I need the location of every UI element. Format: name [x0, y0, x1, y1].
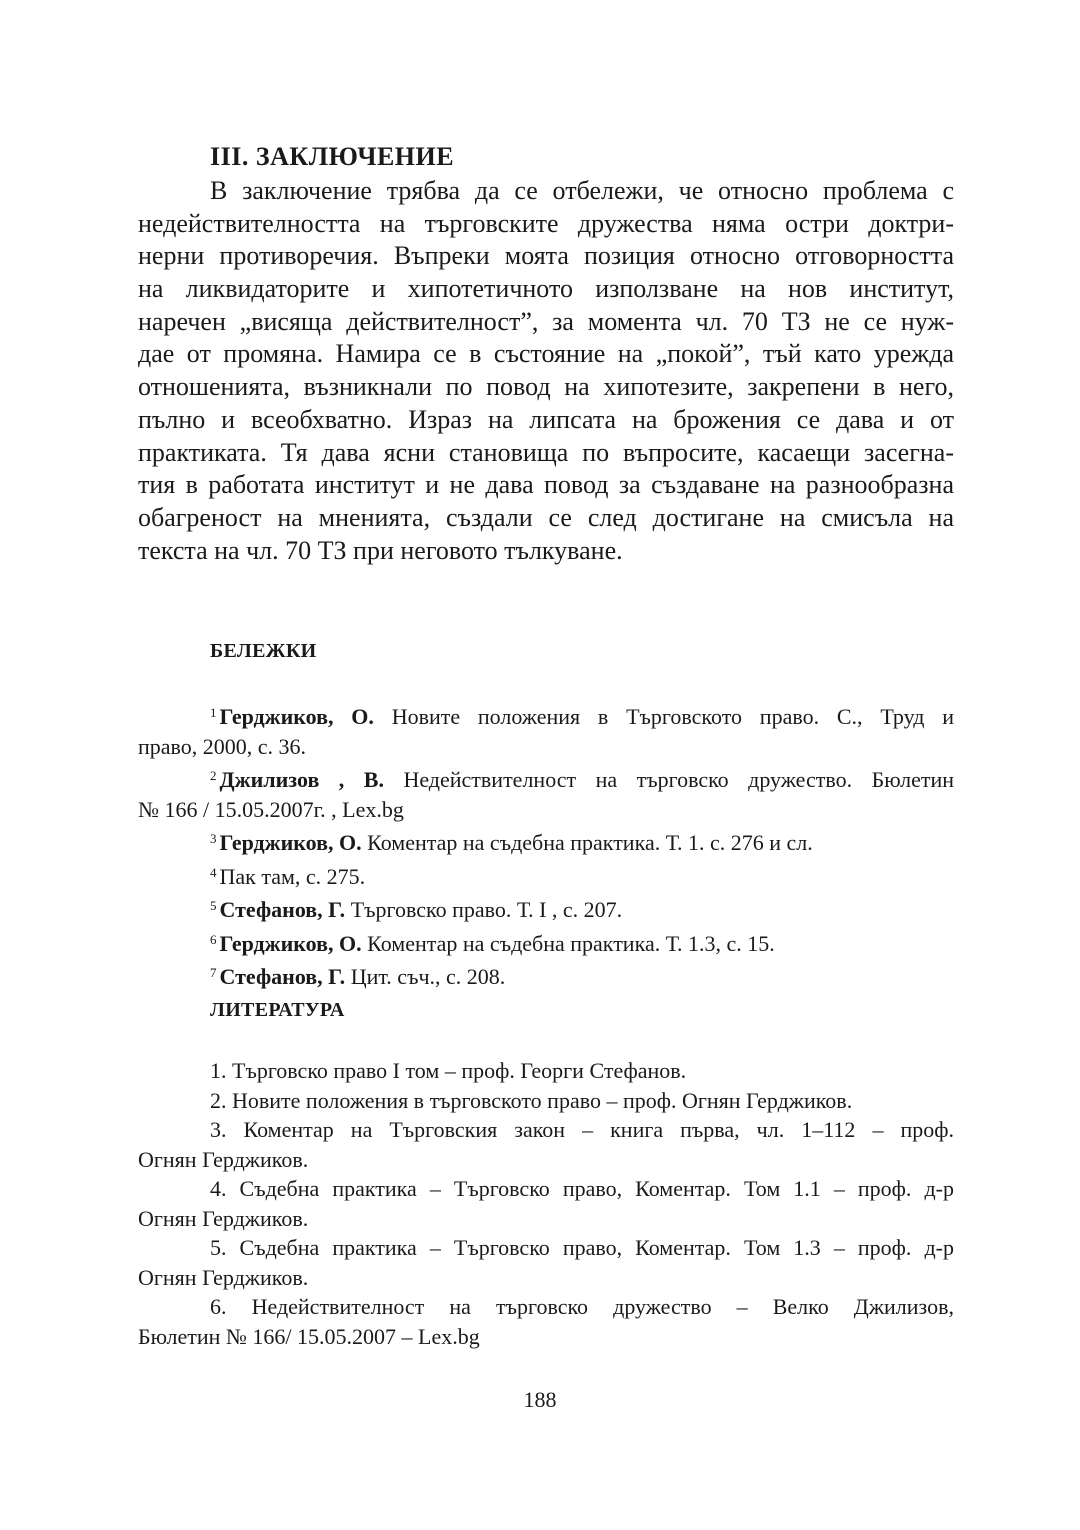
footnote-text-cont: право, 2000, с. 36. [138, 733, 307, 759]
notes-heading: БЕЛЕЖКИ [210, 640, 317, 662]
footnote-text: Цит. съч., с. 208. [350, 964, 506, 989]
footnote-entry [138, 761, 954, 824]
paragraph-line: практиката. Тя дава ясни становища по въпросите, касаещи засегна- [138, 437, 954, 467]
literature-text-cont: Бюлетин № 166/ 15.05.2007 – Lex.bg [138, 1323, 480, 1349]
paragraph-line: отношенията, възникнали по повод на хипотезите, закрепени в него, [138, 372, 954, 402]
footnote-entry [138, 891, 954, 925]
paragraph-line: обагреност на мненията, създали се след достигане на смисъла на [138, 502, 954, 532]
literature-text: 3. Коментар на Търговския закон – книга първа, чл. 1–112 – проф. [210, 1117, 954, 1142]
footnote-text: Търговско право. Т. I , с. 207. [350, 897, 623, 922]
footnote-entry [138, 958, 954, 992]
footnote-text: Недействителност на търговско дружество. Бюлетин [403, 767, 954, 792]
literature-heading: ЛИТЕРАТУРА [210, 999, 345, 1021]
footnote-entry [138, 698, 954, 761]
paragraph-line: В заключение трябва да се отбележи, че относно проблема с [210, 176, 954, 205]
literature-text: 6. Недействителност на търговско дружество – Велко Джилизов, [210, 1294, 954, 1319]
conclusion-heading: III. ЗАКЛЮЧЕНИЕ [210, 142, 455, 171]
page-number: 188 [523, 1387, 557, 1412]
paragraph-line: наречен „висяща действителност”, за момента чл. 70 ТЗ не се нуж- [138, 306, 954, 336]
footnote-entry [138, 925, 954, 959]
literature-entry [138, 1233, 954, 1292]
paragraph-line: на ликвидаторите и хипотетичното използване на нов институт, [138, 274, 954, 304]
footnote-entry [138, 858, 954, 892]
literature-list [138, 1056, 954, 1351]
footnote-number: 2 [210, 768, 217, 783]
paragraph-line: пълно и всеобхватно. Израз на липсата на брожения се дава и от [138, 404, 954, 434]
footnote-author: Стефанов, Г. [219, 897, 346, 922]
literature-text: 4. Съдебна практика – Търговско право, Коментар. Том 1.1 – проф. д-р [210, 1176, 954, 1201]
footnote-number: 4 [210, 864, 217, 880]
paragraph-line: текста на чл. 70 ТЗ при неговото тълкуване. [138, 535, 623, 565]
footnote-author: Герджиков, О. [219, 930, 362, 956]
footnote-entry [138, 824, 954, 858]
footnote-author: Стефанов, Г. [219, 964, 346, 989]
paragraph-line: недействителността на търговските дружества няма остри доктри- [138, 208, 954, 238]
footnote-number: 7 [210, 965, 217, 980]
footnote-number: 6 [210, 931, 217, 947]
footnote-text: Новите положения в Търговското право. С., Труд и [391, 704, 954, 729]
footnote-number: 1 [210, 705, 217, 720]
paragraph-line: тия в работата институт и не дава повод за създаване на разнообразна [138, 470, 954, 500]
literature-text: 1. Търговско право I том – проф. Георги Стефанов. [210, 1058, 687, 1083]
footnote-author: Герджиков, О. [219, 830, 362, 855]
literature-text: 2. Новите положения в търговското право – проф. Огнян Герджиков. [210, 1087, 853, 1113]
literature-text-cont: Огнян Герджиков. [138, 1205, 309, 1231]
footnote-author: Джилизов , В. [219, 767, 384, 792]
footnote-number: 5 [210, 898, 217, 913]
literature-text-cont: Огнян Герджиков. [138, 1146, 309, 1172]
literature-text: 5. Съдебна практика – Търговско право, Коментар. Том 1.3 – проф. д-р [210, 1235, 954, 1260]
footnote-text: Коментар на съдебна практика. Т. 1. с. 276 и сл. [367, 830, 813, 855]
literature-text-cont: Огнян Герджиков. [138, 1264, 309, 1290]
footnote-text: Пак там, с. 275. [219, 863, 366, 889]
notes-list [138, 698, 954, 992]
footnote-text-cont: № 166 / 15.05.2007г. , Lex.bg [138, 796, 404, 822]
literature-entry [138, 1056, 954, 1086]
literature-entry [138, 1115, 954, 1174]
literature-entry [138, 1292, 954, 1351]
footnote-author: Герджиков, О. [219, 704, 374, 729]
paragraph-line: дае от промяна. Намира се в състояние на „покой”, тъй като урежда [138, 339, 954, 369]
literature-entry [138, 1086, 954, 1116]
conclusion-paragraph [138, 175, 954, 567]
footnote-number: 3 [210, 831, 217, 846]
footnote-text: Коментар на съдебна практика. Т. 1.3, с. 15. [367, 930, 775, 956]
paragraph-line: нерни противоречия. Въпреки моята позиция относно отговорността [138, 241, 954, 271]
literature-entry [138, 1174, 954, 1233]
